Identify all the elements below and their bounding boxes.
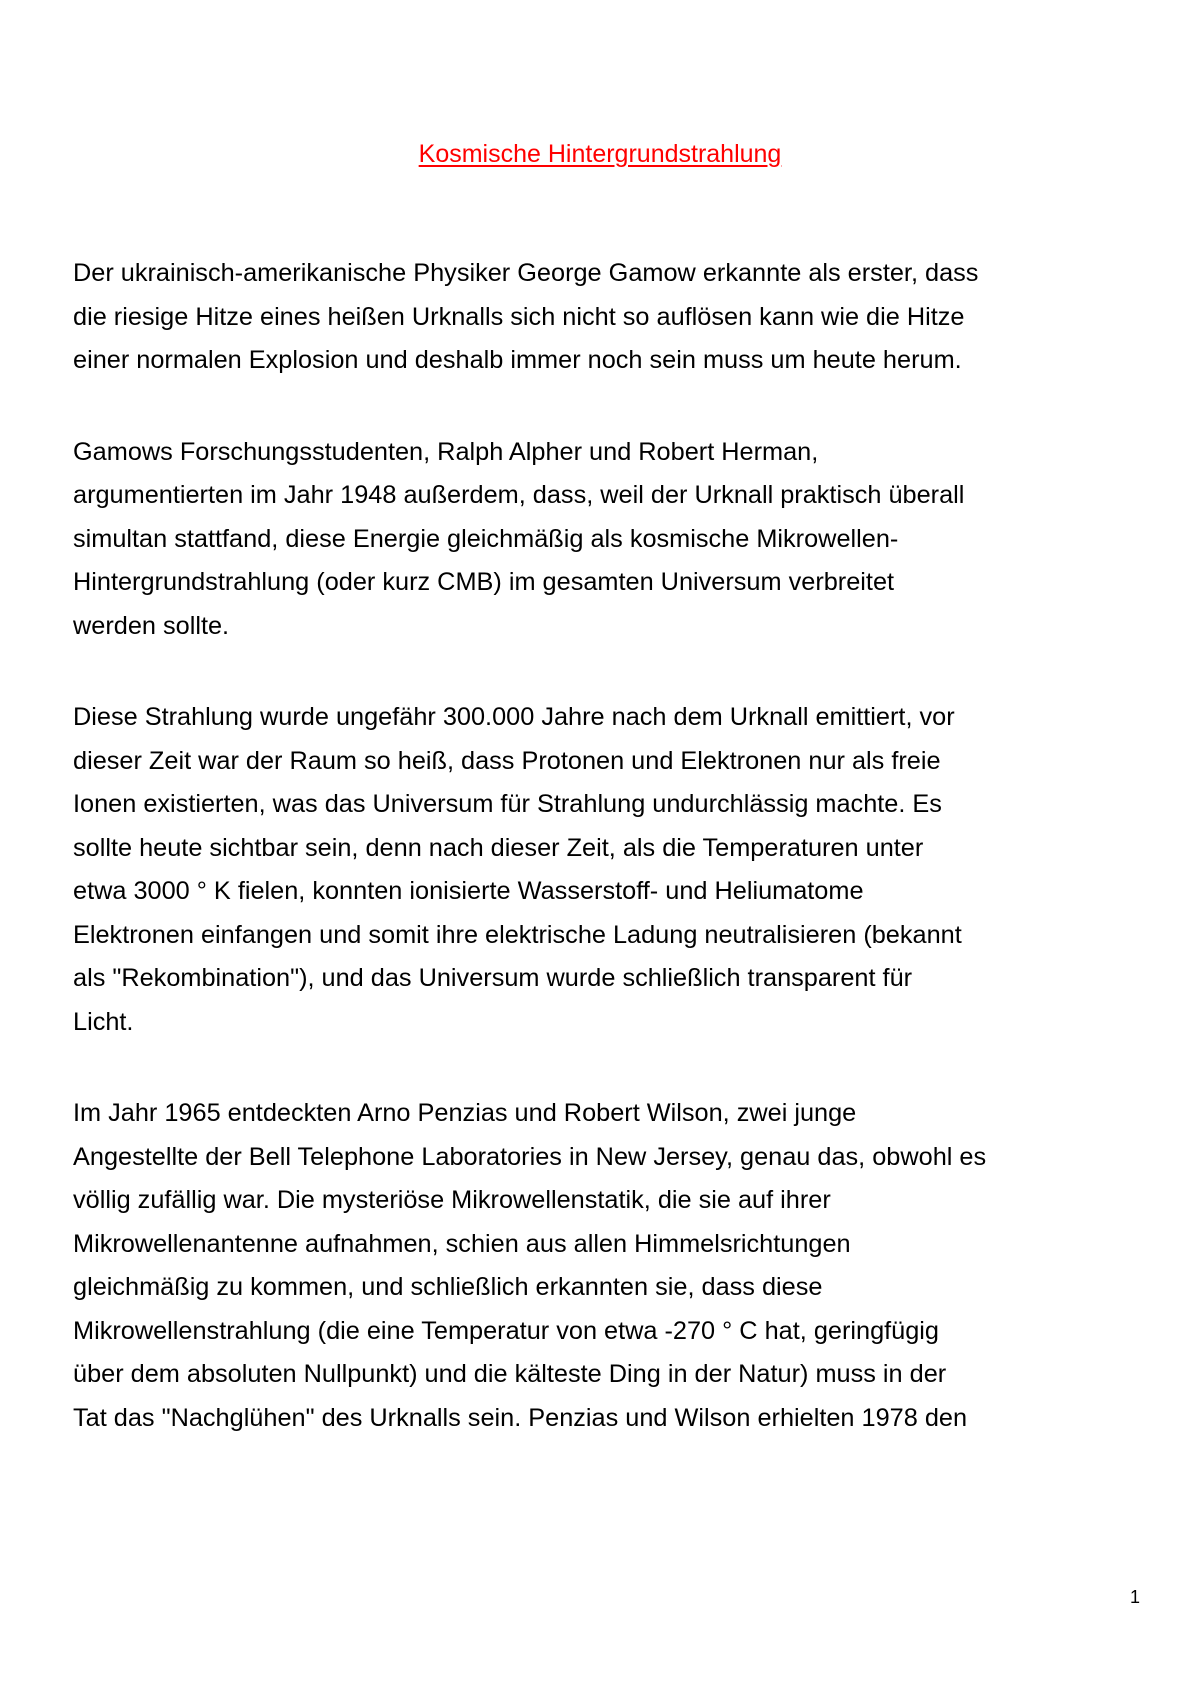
text-line: einer normalen Explosion und deshalb immer noch sein muss um heute herum.: [73, 346, 962, 374]
text-line: werden sollte.: [73, 611, 230, 640]
paragraph-3: [73, 696, 1133, 1044]
text-line: sollte heute sichtbar sein, denn nach dieser Zeit, als die Temperaturen unter: [73, 833, 924, 862]
paragraph-1: [73, 252, 1133, 383]
text-line: Ionen existierten, was das Universum für Strahlung undurchlässig machte. Es: [73, 790, 942, 818]
paragraph-4: [73, 1092, 1133, 1440]
text-line: Mikrowellenstrahlung (die eine Temperatur von etwa -270 ° C hat, geringfügig: [73, 1316, 939, 1345]
text-line: Licht.: [73, 1007, 134, 1036]
text-line: argumentierten im Jahr 1948 außerdem, dass, weil der Urknall praktisch überall: [73, 481, 965, 509]
document-title: Kosmische Hintergrundstrahlung: [418, 140, 782, 168]
paragraph-2: [73, 431, 1133, 649]
text-line: über dem absoluten Nullpunkt) und die kälteste Ding in der Natur) muss in der: [73, 1360, 947, 1388]
text-line: simultan stattfand, diese Energie gleichmäßig als kosmische Mikrowellen-: [73, 524, 899, 553]
document-body: [73, 252, 1133, 1488]
text-line: gleichmäßig zu kommen, und schließlich erkannten sie, dass diese: [73, 1273, 823, 1301]
text-line: völlig zufällig war. Die mysteriöse Mikrowellenstatik, die sie auf ihrer: [73, 1186, 831, 1214]
text-line: Diese Strahlung wurde ungefähr 300.000 Jahre nach dem Urknall emittiert, vor: [73, 703, 955, 731]
text-line: dieser Zeit war der Raum so heiß, dass Protonen und Elektronen nur als freie: [73, 746, 941, 775]
text-line: als "Rekombination"), und das Universum wurde schließlich transparent für: [73, 964, 913, 992]
text-line: Gamows Forschungsstudenten, Ralph Alpher und Robert Herman,: [73, 437, 819, 466]
text-line: Angestellte der Bell Telephone Laboratories in New Jersey, genau das, obwohl es: [73, 1142, 987, 1171]
text-line: Im Jahr 1965 entdeckten Arno Penzias und Robert Wilson, zwei junge: [73, 1099, 857, 1127]
page-number: 1: [1129, 1587, 1140, 1607]
text-line: Hintergrundstrahlung (oder kurz CMB) im gesamten Universum verbreitet: [73, 568, 895, 596]
text-line: Elektronen einfangen und somit ihre elektrische Ladung neutralisieren (bekannt: [73, 920, 962, 949]
text-line: Tat das "Nachglühen" des Urknalls sein. Penzias und Wilson erhielten 1978 den: [73, 1403, 968, 1432]
text-line: Der ukrainisch-amerikanische Physiker George Gamow erkannte als erster, dass: [73, 259, 979, 287]
text-line: etwa 3000 ° K fielen, konnten ionisierte Wasserstoff- und Heliumatome: [73, 877, 864, 905]
text-line: Mikrowellenantenne aufnahmen, schien aus allen Himmelsrichtungen: [73, 1229, 851, 1258]
text-line: die riesige Hitze eines heißen Urknalls sich nicht so auflösen kann wie die Hitze: [73, 302, 965, 331]
